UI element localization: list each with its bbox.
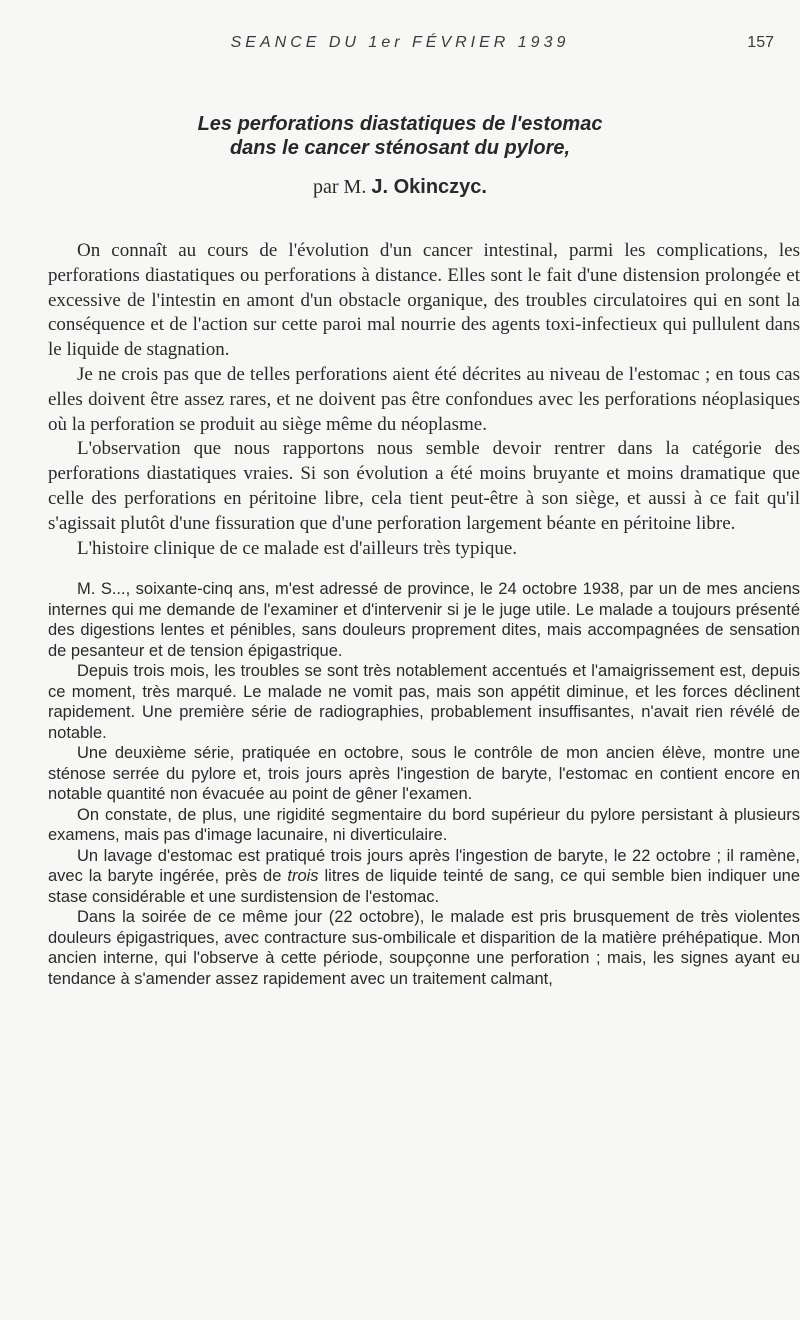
case-text: litres de liquide teinté de sang, ce qui semble bien indiquer une stase considérable et une surdistension de l'estomac. (48, 867, 800, 906)
case-paragraph (48, 846, 800, 908)
page-header (0, 30, 800, 60)
article-title-line-1: Les perforations diastatiques de l'estomac (197, 113, 603, 135)
body-paragraph: On connaît au cours de l'évolution d'un cancer intestinal, parmi les complications, les perforations diastatiques ou perforations à distance. Elles sont le fait d'une distension prolongée et excessive de l'intestin en amont d'un obstacle organique, des troubles circulatoires qui en sont la conséquence et de l'action sur cette paroi mal nourrie des agents toxi-infectieux qui pullulent dans le liquide de stagnation. (48, 240, 800, 361)
case-paragraph: On constate, de plus, une rigidité segmentaire du bord supérieur du pylore persistant à plusieurs examens, mais pas d'image lacunaire, ni diverticulaire. (48, 805, 800, 845)
body-paragraph: L'observation que nous rapportons nous semble devoir rentrer dans la catégorie des perforations diastatiques vraies. Si son évolution a été moins bruyante et moins dramatique que celle des perforations en péritoine libre, cela tient peut-être à son siège, et aussi à ce fait qu'il s'agissait plutôt d'une fissuration que d'une perforation largement béante en péritoine libre. (48, 438, 800, 534)
author-prefix: par M. (313, 176, 372, 198)
author-line (0, 175, 800, 199)
case-paragraph: Dans la soirée de ce même jour (22 octobre), le malade est pris brusquement de très violentes douleurs épigastriques, avec contracture sus-ombilicale et disparition de la matière préhépatique. Mon ancien interne, qui l'observe à cette période, soupçonne une perforation ; mais, les signes ayant eu tendance à s'amender assez rapidement avec un traitement calmant, (48, 908, 800, 988)
body-paragraph: Je ne crois pas que de telles perforations aient été décrites au niveau de l'estomac ; en tous cas elles doivent être assez rares, et ne doivent pas être confondues avec les perforations néoplasiques où la perforation se produit au siège même du néoplasme. (48, 363, 800, 435)
page-number: 157 (747, 34, 774, 51)
case-paragraph: M. S..., soixante-cinq ans, m'est adressé de province, le 24 octobre 1938, par un de mes anciens internes qui me demande de l'examiner et d'intervenir si je le juge utile. Le malade a toujours présenté des digestions lentes et pénibles, sans douleurs proprement dites, mais accompagnées de sensation de pesanteur et de tension épigastrique. (48, 580, 800, 660)
case-text: Un lavage d'estomac est pratiqué trois jours après l'ingestion de baryte, le 22 octobre ; il ramène, avec la baryte ingérée, près de (48, 846, 800, 886)
case-italic-text: trois (287, 867, 319, 886)
author-name: J. Okinczyc. (371, 176, 487, 198)
article-title-line-2: dans le cancer sténosant du pylore, (229, 137, 571, 159)
case-paragraph: Une deuxième série, pratiquée en octobre, sous le contrôle de mon ancien élève, montre une sténose serrée du pylore et, trois jours après l'ingestion de baryte, l'estomac en contient encore en notable quantité non évacuée au point de gêner l'examen. (48, 744, 800, 804)
case-report (48, 579, 800, 989)
running-head: SEANCE DU 1er FÉVRIER 1939 (230, 34, 570, 51)
article-title (0, 112, 800, 160)
article-body (48, 239, 800, 561)
case-paragraph: Depuis trois mois, les troubles se sont très notablement accentués et l'amaigrissement est, depuis ce moment, très marqué. Le malade ne vomit pas, mais son appétit diminue, et les forces déclinent rapidement. Une première série de radiographies, probablement insuffisantes, n'avait rien révélé de notable. (48, 662, 800, 742)
body-paragraph: L'histoire clinique de ce malade est d'ailleurs très typique. (77, 537, 518, 559)
